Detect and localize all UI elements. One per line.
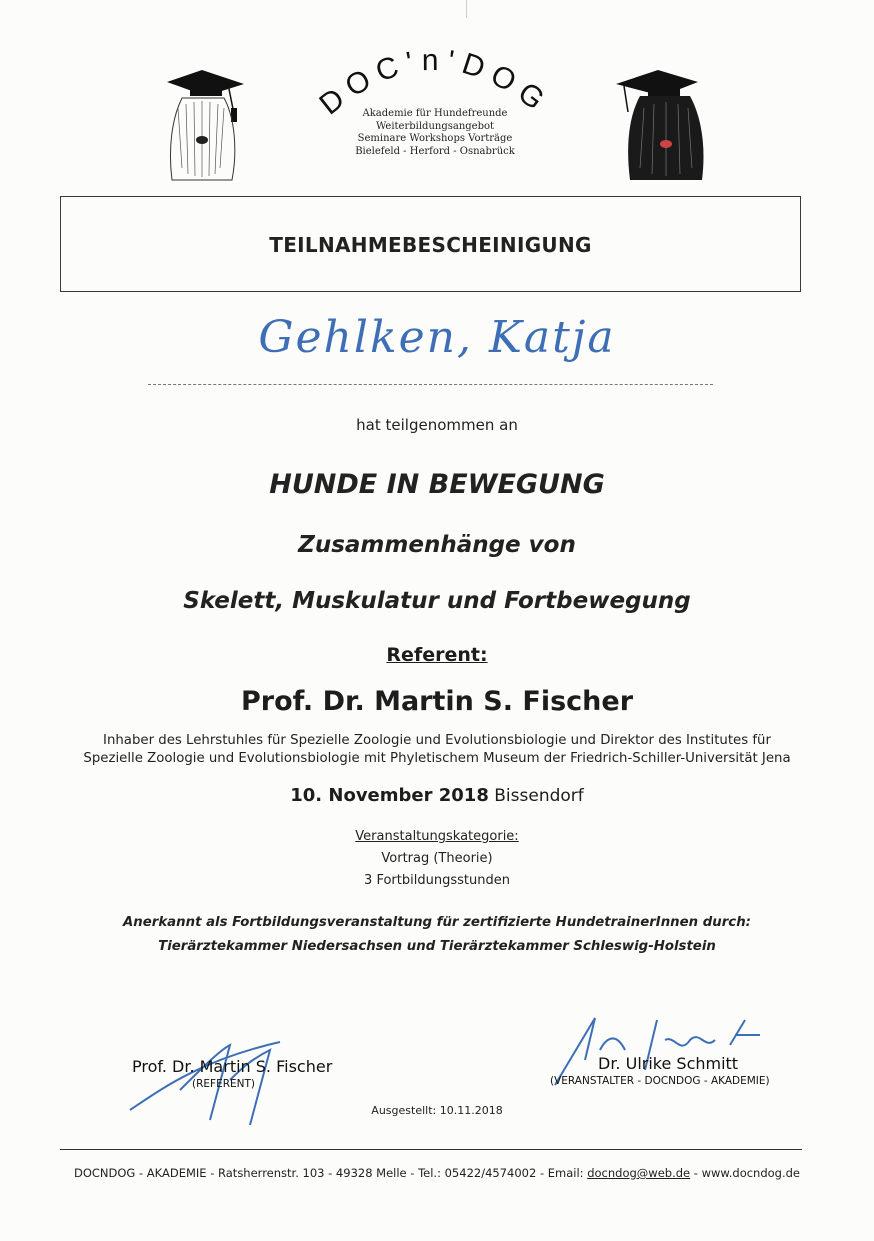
category-block [0,826,874,892]
footer-divider [60,1149,802,1150]
footer-address: DOCNDOG - AKADEMIE - Ratsherrenstr. 103 - 49328 Melle - Tel.: 05422/4574002 - Email: [73,1166,588,1180]
footer-separator: - [690,1166,702,1180]
logo-line: Akademie für Hundefreunde [362,108,508,119]
right-signatory-role: (VERANSTALTER - DOCNDOG - AKADEMIE) [550,1075,770,1087]
issued-date: Ausgestellt: 10.11.2018 [371,1104,503,1117]
speaker-description-line: Spezielle Zoologie und Evolutionsbiologie mit Phyletischem Museum der Friedrich-Schiller-Universität Jena [83,751,791,766]
footer-email-link[interactable]: docndog@web.de [587,1166,691,1180]
speaker-label: Referent: [386,644,488,666]
left-signatory-name: Prof. Dr. Martin S. Fischer [132,1057,333,1076]
category-value: Vortrag (Theorie) [381,851,493,866]
title-box [60,196,801,292]
course-title: HUNDE IN BEWEGUNG [269,469,605,500]
speaker-description [0,732,874,768]
scan-mark [466,0,467,18]
recognition-line: Tierärztekammer Niedersachsen und Tierärztekammer Schleswig-Holstein [158,939,716,954]
logo-line: Bielefeld - Herford - Osnabrück [355,145,515,157]
category-label: Veranstaltungskategorie: [355,829,519,844]
course-subtitle-2: Skelett, Muskulatur und Fortbewegung [183,588,691,614]
footer-website-link[interactable]: www.docndog.de [701,1166,801,1180]
logo-tagline [335,108,535,158]
participant-name: Gehlken, Katja [258,312,616,363]
speaker-name: Prof. Dr. Martin S. Fischer [240,686,634,717]
logo-line: Weiterbildungsangebot [375,120,495,132]
event-date-line [0,785,874,806]
dog-graduate-icon-left [162,68,272,186]
name-dotted-line [148,384,713,385]
event-date: 10. November 2018 [290,785,489,806]
course-subtitle-1: Zusammenhänge von [298,532,576,558]
logo-text: DOC'n'DOG [313,43,557,122]
recognition-block [0,911,874,959]
logo-line: Seminare Workshops Vorträge [357,133,513,144]
speaker-description-line: Inhaber des Lehrstuhles für Spezielle Zoologie und Evolutionsbiologie und Direktor des Institutes für [103,733,771,748]
dog-graduate-icon-right [614,68,724,186]
event-location: Bissendorf [494,786,584,806]
recognition-line: Anerkannt als Fortbildungsveranstaltung für zertifizierte HundetrainerInnen durch: [123,915,751,930]
footer [0,1166,874,1180]
certificate-title: TEILNAHMEBESCHEINIGUNG [269,233,592,257]
participation-text: hat teilgenommen an [356,416,518,434]
right-signatory-name: Dr. Ulrike Schmitt [598,1054,739,1073]
training-hours: 3 Fortbildungsstunden [364,873,510,888]
left-signatory-role: (REFERENT) [192,1078,255,1090]
